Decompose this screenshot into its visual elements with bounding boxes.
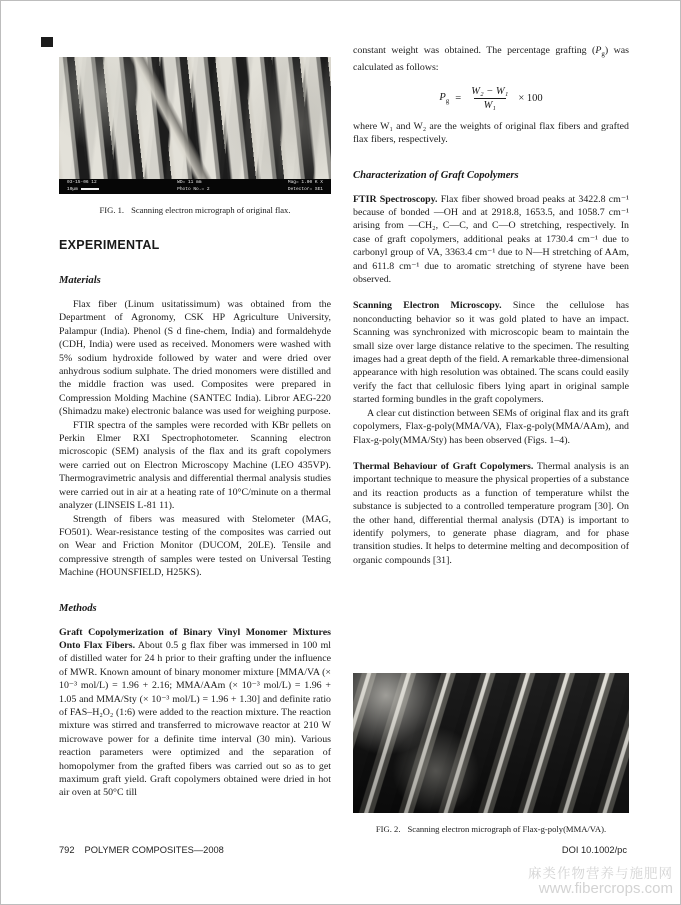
equation-denominator: W₁ bbox=[474, 98, 506, 111]
thermal-paragraph bbox=[353, 460, 629, 567]
sem-paragraph bbox=[353, 299, 629, 406]
materials-heading: Materials bbox=[59, 275, 101, 286]
ftir-body-text: Flax fiber showed broad peaks at 3422.8 cm⁻¹ because of bonded —OH and at 2918.8, 1653.5, and 1058.7 cm⁻¹ arising from —CH₂, C—C, and C—O stretching, respectively. In case of graft copolymers, additional peaks at 1730.4 cm⁻¹ due to carbonyl group of VA, 3363.4 cm⁻¹ due to N—H stretching of AAm, and 611.8 cm⁻¹ due to aromatic stretching of styrene have been observed. bbox=[353, 193, 630, 286]
figure-1-sem-image bbox=[59, 57, 331, 194]
ftir-runin-heading: FTIR Spectroscopy. bbox=[353, 193, 438, 205]
sem-mag: Mag= 1.00 K X bbox=[287, 180, 323, 185]
figure-1-caption-text: Scanning electron micrograph of original flax. bbox=[131, 205, 291, 215]
equation-lhs: $P_g$ bbox=[439, 91, 450, 105]
percentage-grafting-equation bbox=[353, 86, 629, 111]
sem-runin-heading: Scanning Electron Microscopy. bbox=[353, 300, 502, 312]
equation-factor: × 100 bbox=[518, 92, 543, 104]
sem-date: 03-15-06 12 bbox=[67, 180, 97, 185]
figure-2-sem-image bbox=[353, 673, 629, 813]
where-paragraph: where W₁ and W₂ are the weights of original flax fibers and grafted flax fibers, respectively. bbox=[353, 120, 629, 146]
scale-bar bbox=[81, 188, 99, 190]
figure-2-caption bbox=[353, 824, 629, 835]
sem-info-mid bbox=[177, 180, 209, 193]
page-number: 792 bbox=[59, 845, 75, 855]
figure-1-caption bbox=[59, 205, 331, 216]
figure-2-block bbox=[353, 673, 629, 835]
left-column bbox=[59, 57, 331, 800]
sem-photo: Photo No.= 2 bbox=[177, 187, 210, 192]
journal-name: POLYMER COMPOSITES—2008 bbox=[84, 845, 224, 855]
graft-copolymerization-paragraph bbox=[59, 626, 331, 800]
intro-pre: constant weight was obtained. The percentage grafting ( bbox=[353, 45, 596, 56]
materials-paragraph-3: Strength of fibers was measured with Stelometer (MAG, FO501). Wear-resistance testing of the composites was carried out on Wear and Friction Monitor (DUCOM, 20LE). Tensile and compressive strength of samples were tested on Universal Testing Machine (HOUNSFIELD, H25KS). bbox=[59, 513, 331, 579]
ftir-paragraph bbox=[353, 193, 629, 287]
sem-info-right bbox=[288, 180, 323, 193]
thermal-runin-heading: Thermal Behaviour of Graft Copolymers. bbox=[353, 460, 534, 472]
sem-paragraph-2: A clear cut distinction between SEMs of original flax and its graft copolymers, Flax-g-poly(MMA/VA), Flax-g-poly(MMA/AAm), and Flax-g-poly(MMA/Sty) has been observed (Figs. 1–4). bbox=[353, 407, 629, 446]
thermal-body-text: Thermal analysis is an important technique to measure the physical properties of a substance and its reaction products as a function of temperature whilst the substance is subjected to a controlled temperature program [30]. On the other hand, differential thermal analysis (DTA) is important to identify polymers, to generate phase diagram, and for phase transition studies. It helps to determine melting and decomposition of organic compounds [31]. bbox=[353, 460, 629, 566]
doi-text: DOI 10.1002/pc bbox=[561, 845, 627, 855]
equation-fraction bbox=[467, 86, 512, 111]
experimental-heading: EXPERIMENTAL bbox=[59, 238, 160, 252]
methods-heading: Methods bbox=[59, 602, 97, 614]
pg-subscript: g bbox=[601, 49, 605, 58]
graft-runin-heading: Graft Copolymerization of Binary Vinyl Monomer Mixtures Onto Flax Fibers. bbox=[59, 626, 331, 651]
sem-detector: Detector= SE1 bbox=[287, 187, 323, 192]
materials-paragraph-1: Flax fiber (Linum usitatissimum) was obtained from the Department of Agronomy, CSK HP Agriculture University, Palampur (India). Phenol (S d fine-chem, India) and formaldehyde (CDH, India) were used as received. Monomers were washed with 5% sodium hydroxide followed by water and were dried over anhydrous sodium sulphate. The dried monomers were distilled and the middle fraction was used. Composites were prepared in Compression Molding Machine (SANTEC India). Libror AEG-220 (Shimadzu make) electronic balance was used for weighing purpose. bbox=[59, 299, 331, 418]
right-column bbox=[353, 44, 629, 567]
site-watermark bbox=[528, 866, 673, 896]
sem-body-text: Since the cellulose has nonconducting behavior so it was gold plated to have an impact. Scanning was synchronized with microscopic beam to maintain the small size over large distance relative to the specimen. The resulting images had a great depth of the field. A remarkable three-dimensional appearance with high resolution was obtained. The scans could easily verify the fact that cellulosic fibers lying apart in original sample started forming bundles in the graft copolymers. bbox=[353, 300, 630, 406]
sem-scale: 10µm bbox=[67, 187, 99, 193]
grafting-intro-paragraph bbox=[353, 44, 629, 75]
figure-1-label: FIG. 1. bbox=[99, 205, 125, 215]
watermark-url: www.fibercrops.com bbox=[538, 880, 673, 897]
figure-2-caption-text: Scanning electron micrograph of Flax-g-poly(MMA/VA). bbox=[407, 824, 607, 834]
materials-paragraph-2: FTIR spectra of the samples were recorded with KBr pellets on Perkin Elmer RXI Spectrophotometer. Scanning electron microscopic (SEM) analysis of the flax and its graft copolymers were carried out on Electron Microscopy Machine (LEO 435VP). Thermogravimetric analysis and differential thermal analysis studies were carried out in air at a heating rate of 10°C/minute on a thermal analyzer (LINSEIS L-81 11). bbox=[59, 419, 331, 512]
watermark-chinese-text: 麻类作物营养与施肥网 bbox=[528, 866, 673, 881]
page-footer bbox=[59, 845, 627, 855]
graft-body-text: About 0.5 g flax fiber was immersed in 100 ml of distilled water for 24 h prior to their grafting under the influence of MWR. Known amount of binary monomer mixture [MMA/VA (× 10⁻³ mol/L) = 1.96 + 2.16; MMA/AAm (× 10⁻³ mol/L) = 1.96 + 1.05 and MMA/Sty (× 10⁻³ mol/L) = 1.96 + 1.30] and definite ratio of FAS–H₂O₂ (1:6) were added to the reaction mixture. The reaction mixture was stirred and transferred to microwave reactor at 210 W microwave power for a definite time interval (30 min). Various reaction parameters were optimized and the separation of homopolymer from the grafted fibers was carried out so as to get maximum graft yield. Graft copolymers obtained were dried in hot air oven at 50°C till bbox=[59, 639, 331, 799]
pg-symbol: P bbox=[595, 45, 602, 56]
scan-artifact bbox=[41, 37, 53, 47]
sem-info-bar bbox=[59, 179, 331, 194]
footer-left bbox=[59, 845, 224, 855]
figure-2-label: FIG. 2. bbox=[375, 824, 401, 834]
sem-wd: WD= 11 mm bbox=[177, 180, 202, 185]
intro-post: ) was calculated as follows: bbox=[353, 45, 629, 74]
characterization-heading: Characterization of Graft Copolymers bbox=[353, 169, 519, 181]
sem-info-left bbox=[67, 180, 99, 193]
sem-fibers-art bbox=[59, 57, 331, 179]
equation-numerator: W₂ − W₁ bbox=[471, 85, 509, 97]
equation-equals: = bbox=[455, 92, 462, 104]
